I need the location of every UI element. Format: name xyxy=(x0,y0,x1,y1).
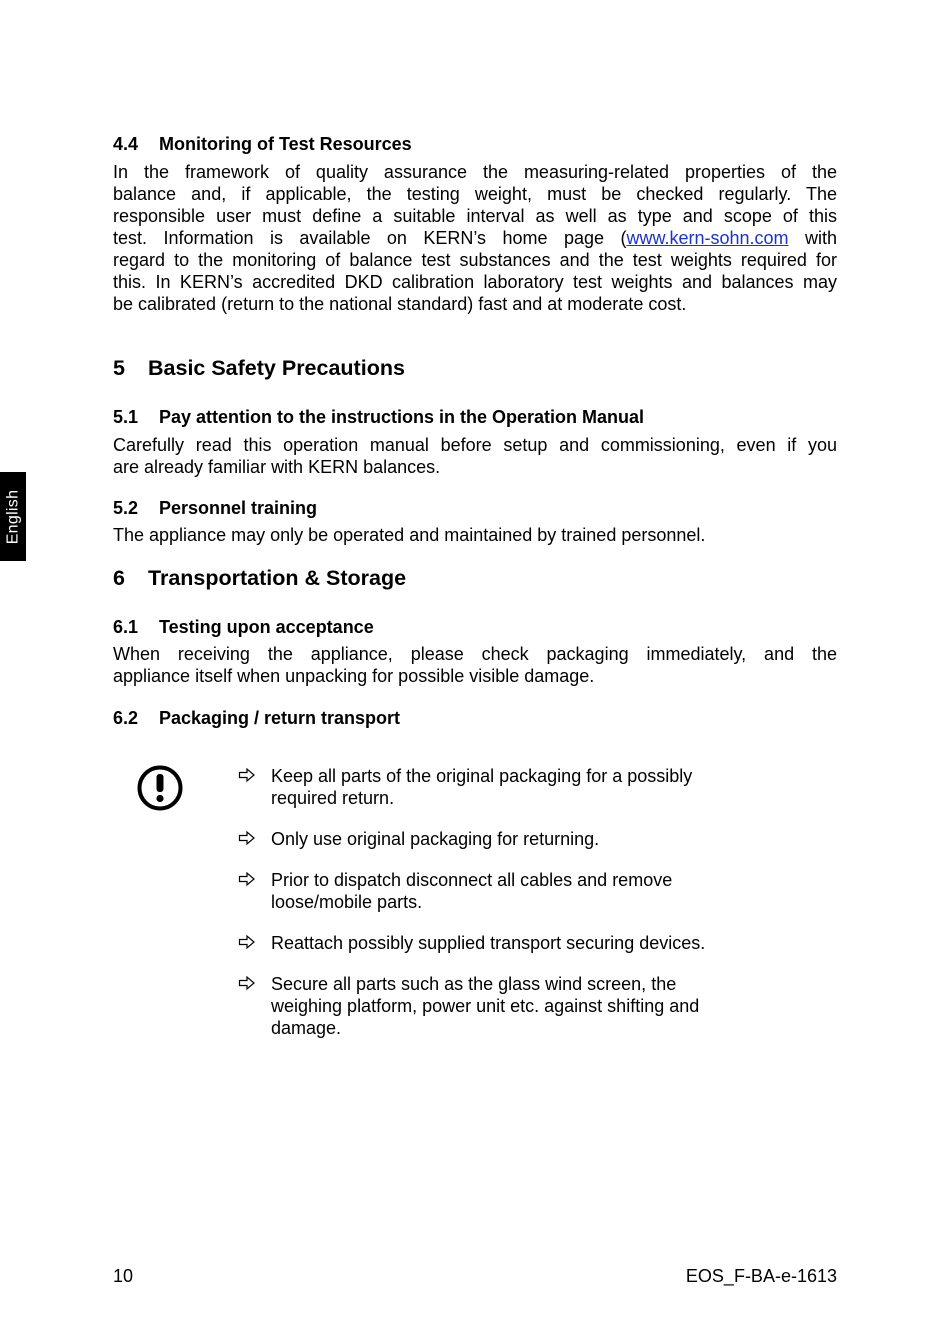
heading-title: Testing upon acceptance xyxy=(159,617,374,637)
heading-title: Transportation & Storage xyxy=(148,566,407,590)
heading-number: 6 xyxy=(113,566,125,590)
heading-title: Packaging / return transport xyxy=(159,708,401,728)
heading-6-1 xyxy=(113,616,374,638)
heading-6 xyxy=(113,565,406,591)
heading-title: Personnel training xyxy=(159,498,318,518)
language-tab xyxy=(0,472,26,561)
bullet-text-line: damage. xyxy=(271,1018,342,1038)
exclamation-circle-icon xyxy=(136,764,184,812)
heading-title: Monitoring of Test Resources xyxy=(159,134,412,154)
hollow-arrow-icon xyxy=(238,830,256,846)
kern-website-link[interactable]: www.kern-sohn.com xyxy=(626,228,789,248)
bullet-text-line: Reattach possibly supplied transport securing devices. xyxy=(271,933,706,953)
text-segment: test. Information is available on KERN’s home page ( xyxy=(113,228,627,248)
bullet-text-line: Secure all parts such as the glass wind screen, the xyxy=(271,974,677,994)
heading-number: 5.1 xyxy=(113,407,139,427)
language-tab-label: English xyxy=(4,489,22,544)
heading-number: 6.2 xyxy=(113,708,139,728)
text-segment: with xyxy=(788,228,837,248)
heading-number: 4.4 xyxy=(113,134,139,154)
paragraph-6-1 xyxy=(113,643,837,687)
bullet-text xyxy=(271,973,751,1039)
bullet-text-line: required return. xyxy=(271,788,395,808)
heading-5 xyxy=(113,355,405,381)
page-number: 10 xyxy=(113,1266,134,1286)
bullet-text-line: Keep all parts of the original packaging for a possibly xyxy=(271,766,693,786)
text-line: Carefully read this operation manual before setup and commissioning, even if you xyxy=(113,435,837,455)
text-line: be calibrated (return to the national standard) fast and at moderate cost. xyxy=(113,294,687,314)
bullet-text xyxy=(271,932,751,954)
heading-title: Pay attention to the instructions in the Operation Manual xyxy=(159,407,645,427)
bullet-text-line: Only use original packaging for returning. xyxy=(271,829,600,849)
text-line: responsible user must define a suitable interval as well as type and scope of this xyxy=(113,206,837,226)
text-line: When receiving the appliance, please check packaging immediately, and the xyxy=(113,644,837,664)
bullet-text-line: Prior to dispatch disconnect all cables and remove xyxy=(271,870,673,890)
paragraph-5-2 xyxy=(113,524,837,546)
bullet-text-line: weighing platform, power unit etc. against shifting and xyxy=(271,996,700,1016)
text-line: appliance itself when unpacking for possible visible damage. xyxy=(113,666,595,686)
document-id: EOS_F-BA-e-1613 xyxy=(685,1266,837,1286)
heading-number: 5 xyxy=(113,356,125,380)
bullet-text-line: loose/mobile parts. xyxy=(271,892,423,912)
text-line: The appliance may only be operated and maintained by trained personnel. xyxy=(113,525,706,545)
bullet-text xyxy=(271,828,751,850)
bullet-text xyxy=(271,869,751,913)
bullet-text xyxy=(271,765,751,809)
text-line: this. In KERN’s accredited DKD calibration laboratory test weights and balances may xyxy=(113,272,837,292)
heading-6-2 xyxy=(113,707,400,729)
paragraph-4-4 xyxy=(113,161,837,315)
text-line: are already familiar with KERN balances. xyxy=(113,457,441,477)
text-line: In the framework of quality assurance the measuring-related properties of the xyxy=(113,162,837,182)
hollow-arrow-icon xyxy=(238,975,256,991)
text-line: balance and, if applicable, the testing weight, must be checked regularly. The xyxy=(113,184,837,204)
heading-title: Basic Safety Precautions xyxy=(148,356,405,380)
heading-5-1 xyxy=(113,406,644,428)
hollow-arrow-icon xyxy=(238,871,256,887)
heading-number: 6.1 xyxy=(113,617,139,637)
hollow-arrow-icon xyxy=(238,767,256,783)
paragraph-5-1 xyxy=(113,434,837,478)
heading-4-4 xyxy=(113,133,412,155)
heading-number: 5.2 xyxy=(113,498,139,518)
text-line: regard to the monitoring of balance test substances and the test weights required for xyxy=(113,250,837,270)
hollow-arrow-icon xyxy=(238,934,256,950)
text-line-with-link xyxy=(113,227,837,249)
heading-5-2 xyxy=(113,497,317,519)
